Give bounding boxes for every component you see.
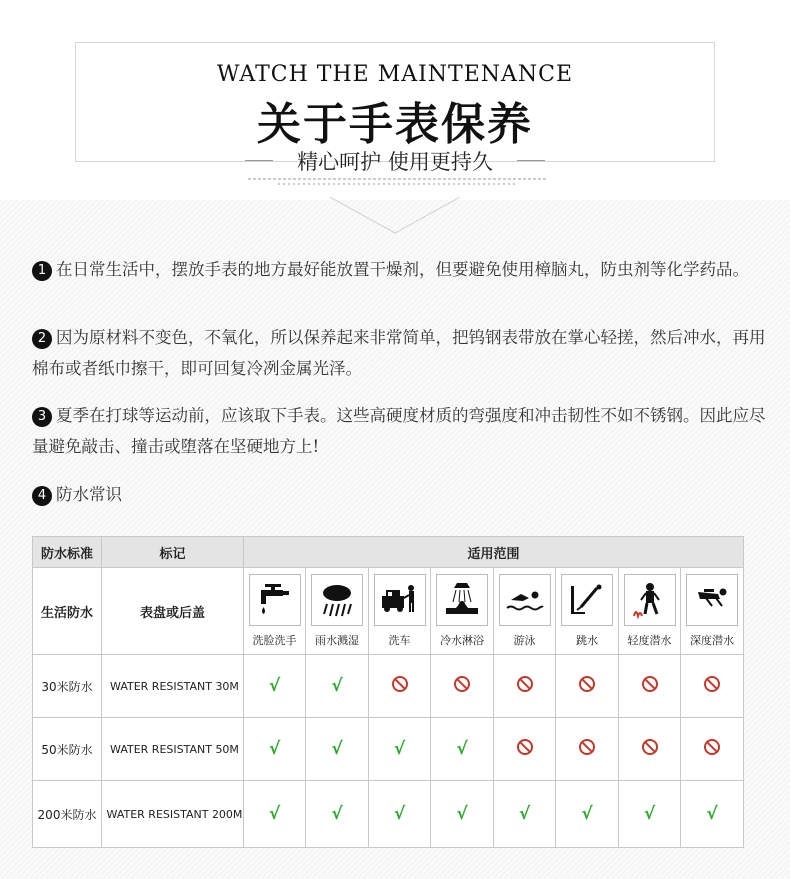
rain-icon [311,574,363,626]
check-icon: √ [244,781,306,848]
check-icon: √ [369,781,431,848]
tip-text-1: 在日常生活中，摆放手表的地方最好能放置干燥剂，但要避免使用樟脑丸，防虫剂等化学药品。 [56,260,749,279]
chevron-down-icon [330,195,460,235]
decorative-fine-print [248,178,548,185]
faucet-icon [249,574,301,626]
table-row [33,655,744,718]
row-standard: 200米防水 [33,781,102,848]
check-icon: √ [431,781,494,848]
check-icon: √ [369,718,431,781]
snorkel-diver-icon [624,574,676,626]
prohibited-icon [619,718,681,781]
check-icon: √ [494,781,556,848]
tip-number-1: 1 [32,261,52,281]
prohibited-icon [556,718,619,781]
check-icon: √ [306,718,369,781]
tip-number-2: 2 [32,329,52,349]
prohibited-icon [369,655,431,718]
life-standard: 生活防水 [33,568,102,655]
check-icon: √ [244,718,306,781]
activity-label: 冷水淋浴 [440,634,484,647]
tip-1 [32,254,770,285]
prohibited-icon [556,655,619,718]
activity-label: 雨水溅湿 [315,634,359,647]
activity-cell [369,568,431,655]
diving-board-icon [561,574,613,626]
row-standard: 30米防水 [33,655,102,718]
table-row [33,718,744,781]
activity-label: 深度潜水 [690,634,734,647]
row-mark: WATER RESISTANT 50M [102,718,244,781]
activity-label: 洗车 [388,634,411,647]
header-scope: 适用范围 [244,537,744,568]
prohibited-icon [494,718,556,781]
activity-label: 洗脸洗手 [252,634,297,647]
check-icon: √ [681,781,744,848]
table-row [33,781,744,848]
tip-text-4: 防水常识 [56,485,122,504]
tip-number-3: 3 [32,407,52,427]
activity-cell [431,568,494,655]
row-mark: WATER RESISTANT 200M [102,781,244,848]
prohibited-icon [619,655,681,718]
scuba-diver-icon [686,574,738,626]
activity-cell [494,568,556,655]
tip-2 [32,322,770,384]
activity-icon-row [33,568,744,655]
tip-4 [32,479,770,510]
tip-number-4: 4 [32,486,52,506]
subtitle: 精心呵护 使用更持久 [297,150,493,174]
header-mark: 标记 [102,537,244,568]
header-standard: 防水标准 [33,537,102,568]
water-resistance-table [32,536,744,848]
check-icon: √ [431,718,494,781]
swimming-icon [499,574,551,626]
life-mark: 表盘或后盖 [102,568,244,655]
activity-label: 跳水 [576,634,598,647]
check-icon: √ [306,655,369,718]
table-header-row [33,537,744,568]
prohibited-icon [431,655,494,718]
row-mark: WATER RESISTANT 30M [102,655,244,718]
check-icon: √ [244,655,306,718]
check-icon: √ [619,781,681,848]
activity-label: 轻度潜水 [627,634,672,647]
activity-cell [619,568,681,655]
english-title: WATCH THE MAINTENANCE [216,62,574,87]
shower-icon [436,574,488,626]
tip-text-2: 因为原材料不变色，不氧化，所以保养起来非常简单，把钨钢表带放在掌心轻搓，然后冲水，再用棉布或者纸巾擦干，即可回复冷冽金属光泽。 [32,328,766,378]
activity-cell [244,568,306,655]
check-icon: √ [306,781,369,848]
activity-label: 游泳 [513,634,536,647]
tip-3 [32,400,770,462]
prohibited-icon [681,655,744,718]
tip-text-3: 夏季在打球等运动前，应该取下手表。这些高硬度材质的弯强度和冲击韧性不如不锈钢。因此应尽量避免敲击、撞击或堕落在坚硬地方上! [32,406,766,456]
chinese-title: 关于手表保养 [257,99,533,150]
prohibited-icon [681,718,744,781]
prohibited-icon [494,655,556,718]
check-icon: √ [556,781,619,848]
row-standard: 50米防水 [33,718,102,781]
activity-cell [556,568,619,655]
car-wash-icon [374,574,426,626]
activity-cell [306,568,369,655]
activity-cell [681,568,744,655]
